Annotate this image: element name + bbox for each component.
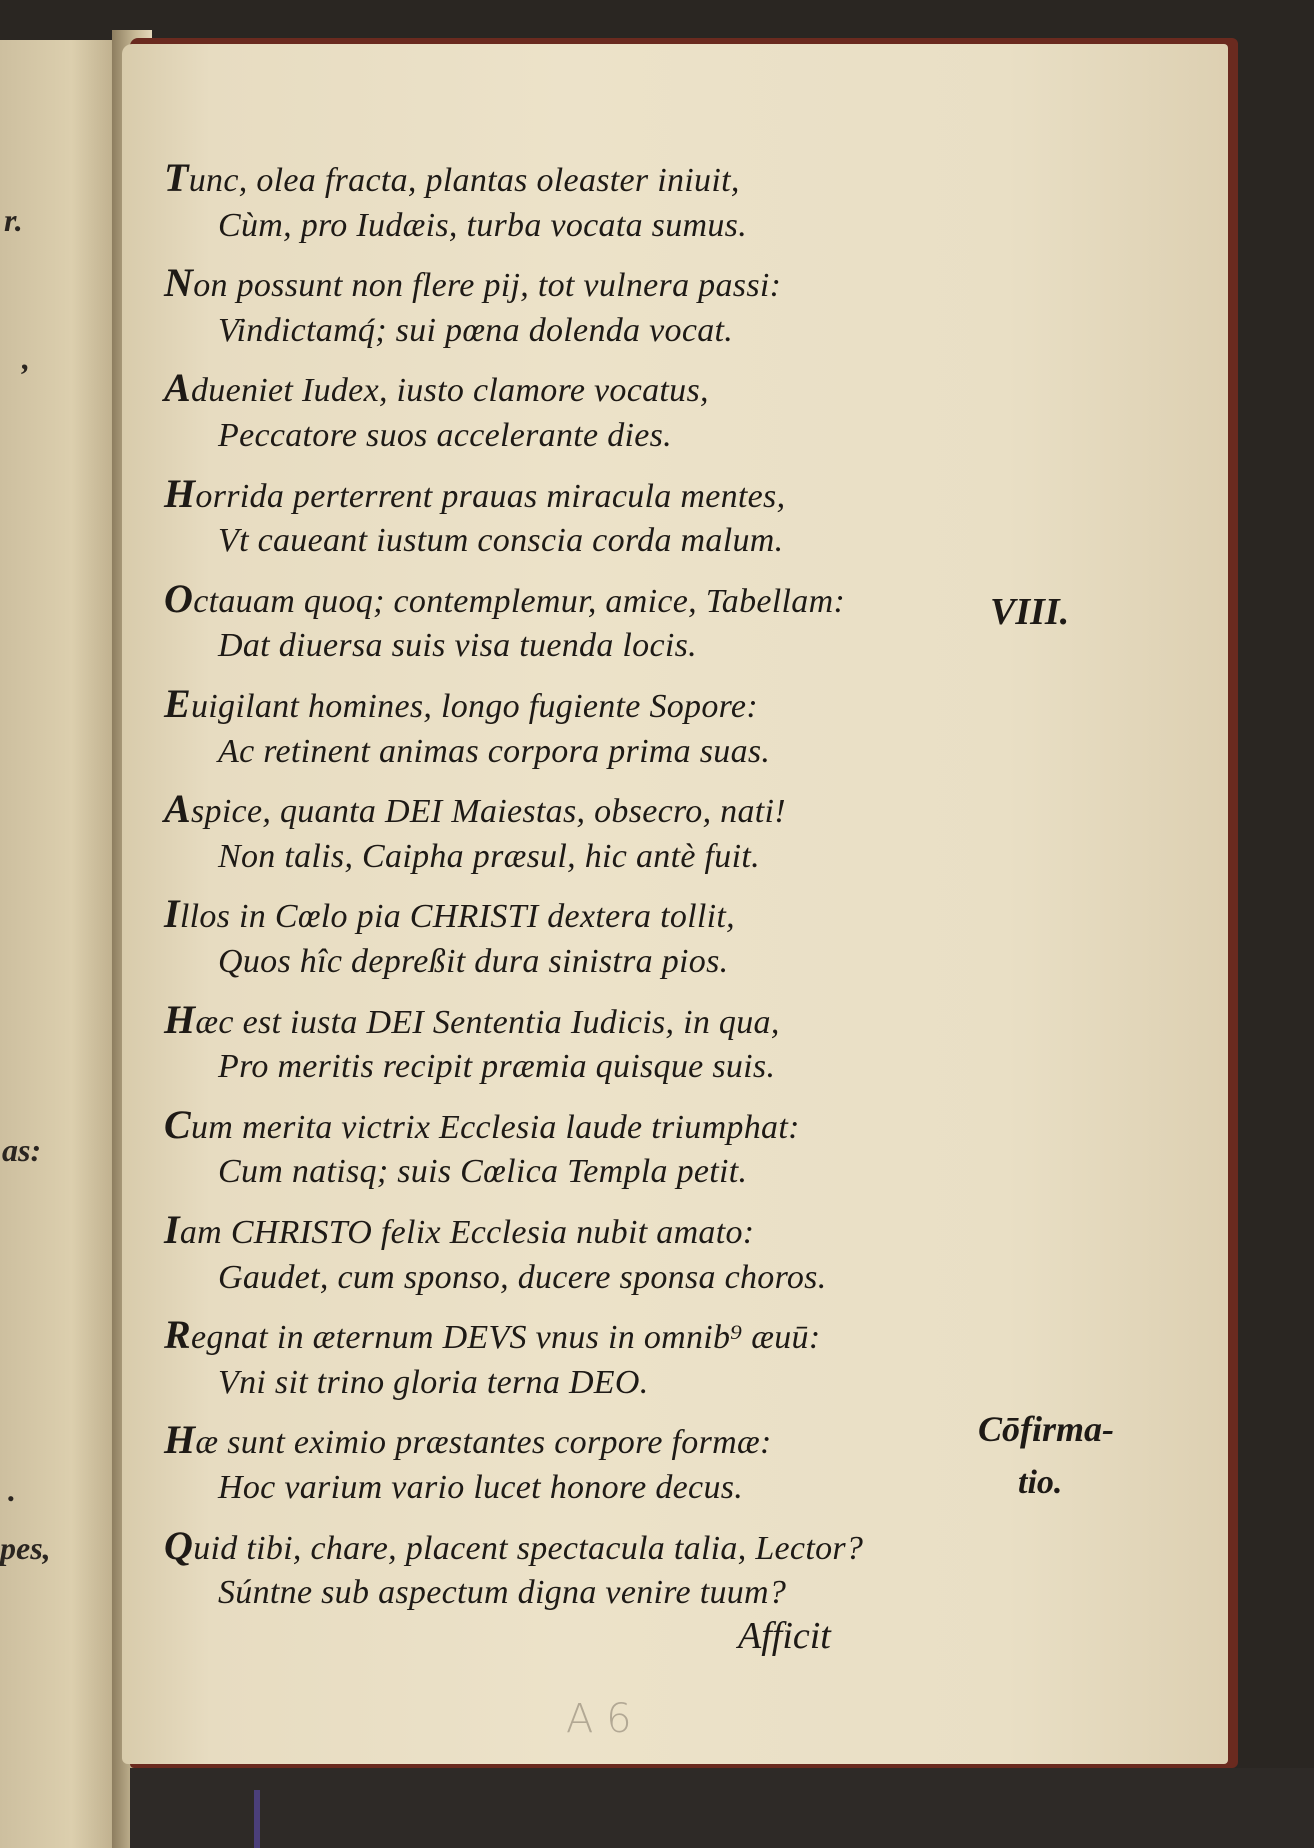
verse-line <box>218 733 770 771</box>
verse-text: am CHRISTO felix Ecclesia nubit amato: <box>179 1214 755 1251</box>
verse-line <box>218 1048 775 1086</box>
verse-text: on possunt non flere pij, tot vulnera passi: <box>193 267 782 305</box>
verse-text: Gaudet, cum sponso, ducere sponsa choros. <box>218 1258 827 1296</box>
initial-letter: Q <box>164 1522 194 1568</box>
left-fragment: , <box>22 340 30 376</box>
verse-text: ctauam quoq; contemplemur, amice, Tabellam: <box>193 582 846 620</box>
initial-letter: I <box>164 1207 180 1252</box>
verse-text: um merita victrix Ecclesia laude triumphat: <box>190 1108 800 1146</box>
initial-letter: H <box>164 996 196 1042</box>
verse-text: Peccatore suos accelerante dies. <box>218 417 672 454</box>
verse-text: dueniet Iudex, iusto clamore vocatus, <box>190 372 709 410</box>
left-fragment: r. <box>4 202 23 238</box>
initial-letter: C <box>164 1101 191 1147</box>
verse-line <box>218 1259 827 1297</box>
verse-line <box>218 207 747 245</box>
initial-letter: T <box>164 155 189 200</box>
verse-text: æ sunt eximio præstantes corpore formæ: <box>195 1424 772 1462</box>
verse-line <box>218 1153 747 1191</box>
verse-text: uigilant homines, longo fugiente Sopore: <box>190 688 758 725</box>
verse-line <box>164 1416 772 1463</box>
initial-letter: A <box>164 365 191 411</box>
margin-note-confirmatio: Cōfirma- <box>978 1409 1115 1449</box>
verse-line <box>218 1574 786 1612</box>
left-fragment: . <box>8 1472 16 1508</box>
verse-line <box>164 996 780 1043</box>
verse-line <box>218 312 733 350</box>
verse-text: Non talis, Caipha præsul, hic antè fuit. <box>218 837 760 875</box>
verse-text: unc, olea fracta, plantas oleaster iniuit, <box>188 162 740 199</box>
verse-text: Ac retinent animas corpora prima suas. <box>218 732 771 770</box>
verse-line <box>164 154 740 201</box>
verse-text: Vni sit trino gloria terna DEO. <box>218 1363 649 1401</box>
verse-line <box>164 1206 754 1253</box>
verse-line <box>218 943 728 981</box>
verse-line <box>218 1364 649 1402</box>
verse-line <box>164 1522 863 1569</box>
margin-note-confirmatio-cont: tio. <box>1018 1464 1063 1501</box>
signature-mark: A 6 <box>566 1696 632 1742</box>
initial-letter: A <box>164 786 191 832</box>
left-fragment: as: <box>2 1132 42 1168</box>
verse-line <box>218 627 697 665</box>
scan-background <box>130 1768 1314 1848</box>
verse-text: Dat diuersa suis visa tuenda locis. <box>218 627 697 665</box>
initial-letter: I <box>164 891 180 937</box>
initial-letter: O <box>164 575 194 621</box>
verse-line <box>164 1311 820 1358</box>
verse-line <box>164 470 785 517</box>
verse-text: Súntne sub aspectum digna venire tuum? <box>218 1574 787 1612</box>
verse-line <box>218 522 783 560</box>
verse-text: llos in Cœlo pia CHRISTI dextera tollit, <box>179 898 735 936</box>
verse-line <box>164 890 735 937</box>
left-page <box>0 40 130 1848</box>
verse-text: uid tibi, chare, placent spectacula talia, Lector? <box>193 1529 864 1567</box>
verse-line <box>164 785 786 832</box>
catchword: Afficit <box>738 1615 831 1657</box>
bookmark-ribbon <box>254 1790 260 1848</box>
initial-letter: H <box>164 1417 196 1463</box>
initial-letter: E <box>164 681 191 726</box>
verse-line <box>218 838 760 876</box>
verse-text: Hoc varium vario lucet honore decus. <box>218 1469 744 1506</box>
verse-line <box>164 1101 800 1148</box>
initial-letter: H <box>164 470 196 516</box>
verse-line <box>218 1469 743 1507</box>
verse-text: Vt caueant iustum conscia corda malum. <box>218 522 784 560</box>
verse-line <box>218 417 672 455</box>
verse-text: egnat in æternum DEVS vnus in omnib⁹ æuū: <box>190 1319 821 1357</box>
verse-line <box>164 259 781 306</box>
verse-text: Vindictamq́; sui pœna dolenda vocat. <box>218 311 734 349</box>
initial-letter: R <box>164 1312 191 1358</box>
verse-text: spice, quanta DEI Maiestas, obsecro, nati! <box>190 793 786 831</box>
verse-text: Pro meritis recipit præmia quisque suis. <box>218 1048 776 1086</box>
verse-line <box>164 364 709 411</box>
section-number: VIII. <box>990 591 1070 633</box>
left-fragment: pes, <box>0 1530 51 1566</box>
verse-text: Quos hîc depreßit dura sinistra pios. <box>218 943 729 980</box>
verse-text: Cùm, pro Iudæis, turba vocata sumus. <box>218 206 748 244</box>
verse-line <box>164 680 758 727</box>
verse-line <box>164 575 845 622</box>
verse-text: orrida perterrent prauas miracula mentes, <box>195 477 786 515</box>
verse-text: Cum natisq; suis Cœlica Templa petit. <box>218 1153 748 1191</box>
verse-text: æc est iusta DEI Sententia Iudicis, in qua, <box>195 1003 780 1041</box>
initial-letter: N <box>164 260 194 306</box>
